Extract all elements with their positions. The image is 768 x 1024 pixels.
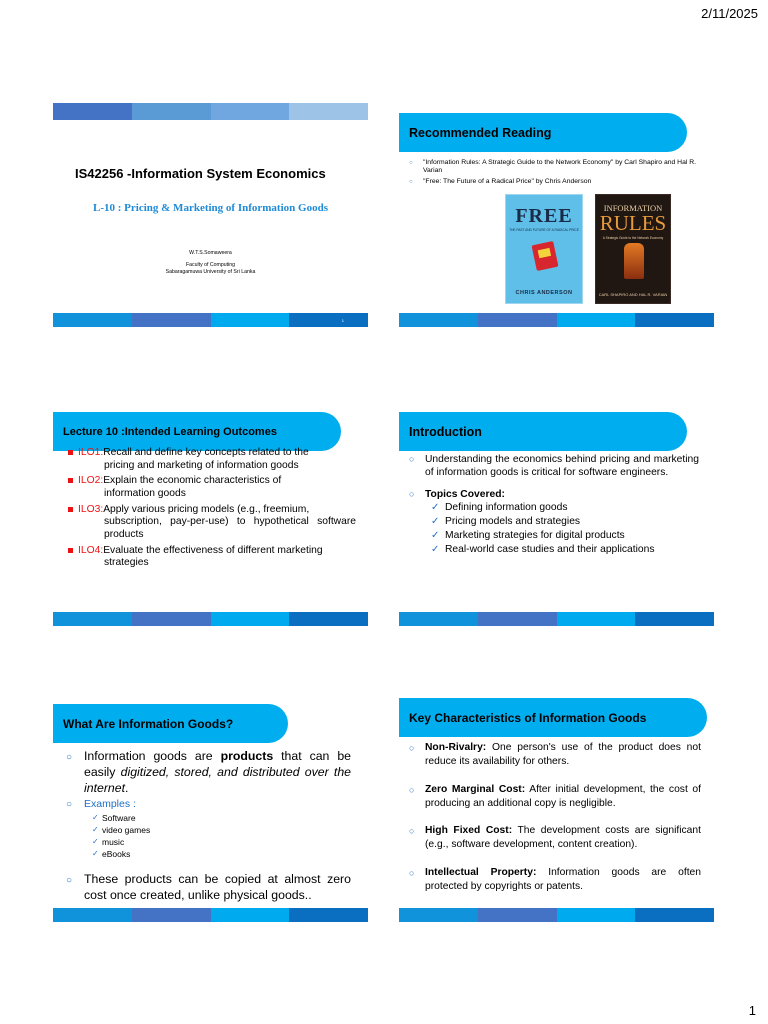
book-title-top: INFORMATION [603,203,663,213]
topics-list [425,501,699,557]
author-block [53,250,368,276]
ilo-text: Explain the economic characteristics of [103,475,282,487]
slide-number: 1 [341,318,344,323]
lecture-title: L-10 : Pricing & Marketing of Information Goods [93,202,328,214]
list-item: ○ These products can be copied at almost zero cost once created, unlike physical goods.. [66,872,351,904]
list-item [68,447,356,472]
course-title: IS42256 -Information System Economics [75,166,326,181]
ilo-text-cont: information goods [104,487,186,499]
list-item: ✓ Software [92,813,136,824]
ilo-text-cont: subscription, pay-per-use) to hypothetical software products [104,516,356,540]
list-item: ✓ Pricing models and strategies [431,516,581,527]
bottom-color-bar [53,612,368,626]
check-icon: ✓ [92,849,99,859]
characteristics-list [409,741,701,907]
check-icon: ✓ [431,544,440,555]
ilo-text: Evaluate the effectiveness of different marketing [103,544,323,556]
bottom-color-bar [399,612,714,626]
figure-illustration-icon [624,243,644,279]
list-item: ✓ Marketing strategies for digital products [431,530,625,541]
university-name: Sabaragamuwa University of Sri Lanka [165,269,256,275]
list-item: ✓ music [92,837,125,848]
list-item [68,545,356,570]
check-icon: ✓ [92,813,99,823]
list-item: ○ High Fixed Cost: The development costs are significant (e.g., software development, content creation). [409,824,701,852]
ilo-key: ILO1: [78,447,104,458]
slide-introduction [399,402,714,626]
book-author: CHRIS ANDERSON [515,290,573,296]
examples-label: Examples : [84,798,136,811]
slide-information-goods [53,698,368,922]
intro-list [409,453,699,557]
list-item: ○ Information goods are products that can be easily digitized, stored, and distributed over the internet. [66,749,351,796]
book-title: FREE [515,205,573,227]
top-color-bar [53,103,368,120]
list-item [409,488,699,557]
bottom-color-bar [399,908,714,922]
ilo-key: ILO3: [78,503,104,515]
check-icon: ✓ [92,825,99,835]
book-subtitle: A Strategic Guide to the Network Economy [602,236,664,240]
book-author: CARL SHAPIRO AND HAL R. VARIAN [598,292,668,297]
check-icon: ✓ [431,530,440,541]
book-subtitle: THE PAST AND FUTURE OF A RADICAL PRICE [509,228,579,232]
page-date: 2/11/2025 [701,6,758,21]
list-item: ✓ eBooks [92,849,131,860]
slide-heading: Lecture 10 :Intended Learning Outcomes [53,412,341,451]
ilo-key: ILO4: [78,544,104,556]
list-item: ✓ video games [92,825,151,836]
ilo-text: Recall and define key concepts related to the [103,447,309,458]
book-title: RULES [599,211,667,235]
examples-list [84,812,351,860]
goods-list [66,749,351,904]
list-item: ○ "Information Rules: A Strategic Guide to the Network Economy" by Carl Shapiro and Hal R. Varian [409,159,709,176]
check-icon: ✓ [92,837,99,847]
slide-learning-outcomes [53,402,368,626]
ilo-text-cont: pricing and marketing of information goods [104,459,299,471]
topics-label: Topics Covered: [425,489,505,500]
list-item: ○ Intellectual Property: Information goods are often protected by copyrights or patents. [409,866,701,894]
slide-heading: Recommended Reading [399,113,687,152]
slide-title [53,103,368,327]
ilo-list [68,447,356,573]
list-item: ✓ Real-world case studies and their applications [431,544,655,555]
ilo-key: ILO2: [78,475,104,487]
check-icon: ✓ [431,502,440,513]
bottom-color-bar [53,313,368,327]
book-cover-free [505,194,583,304]
slide-heading: Key Characteristics of Information Goods [399,698,707,737]
faculty-name: Faculty of Computing [185,262,235,268]
slide-recommended-reading [399,103,714,327]
list-item: ○ Non-Rivalry: One person's use of the product does not reduce its availability for others. [409,741,701,769]
list-item [68,504,356,542]
slide-key-characteristics [399,698,714,922]
list-item: ○ "Free: The Future of a Radical Price" by Chris Anderson [409,178,709,186]
list-item: ○ Zero Marginal Cost: After initial development, the cost of producing an additional copy is negligible. [409,783,701,811]
list-item [66,796,351,860]
list-item [68,475,356,500]
ilo-text: Apply various pricing models (e.g., freemium, [103,503,310,515]
slide-heading: What Are Information Goods? [53,704,288,743]
reading-list [409,159,709,188]
check-icon: ✓ [431,516,440,527]
bottom-color-bar [53,908,368,922]
page-number: 1 [748,1003,756,1018]
book-cover-information-rules [595,194,671,304]
list-item: ✓ Defining information goods [431,502,568,513]
author-name: W.T.S.Somaweera [189,250,232,256]
slide-heading: Introduction [399,412,687,451]
price-tag-icon [532,241,559,271]
ilo-text-cont: strategies [104,557,149,569]
list-item: ○ Understanding the economics behind pricing and marketing of information goods is critical for software engineers. [409,453,699,479]
bottom-color-bar [399,313,714,327]
